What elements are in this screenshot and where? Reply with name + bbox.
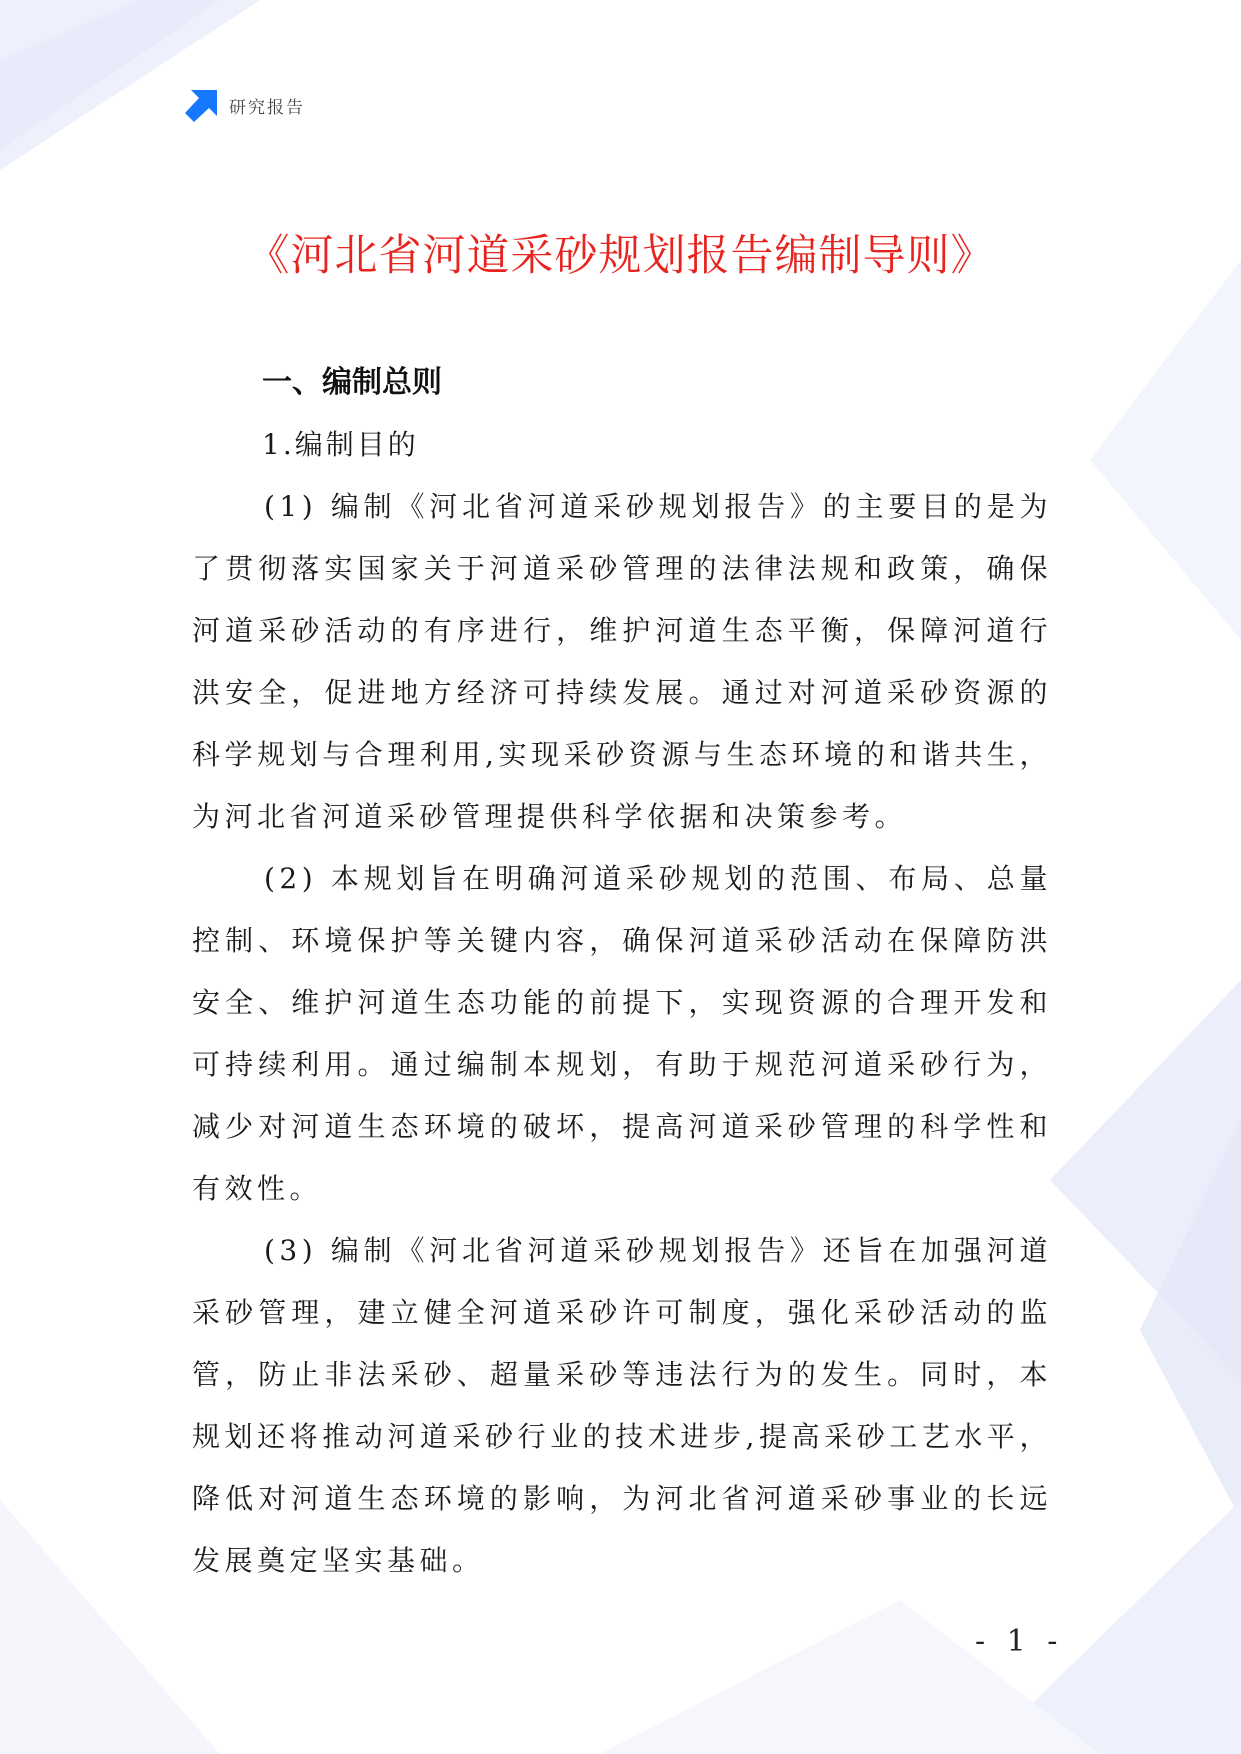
report-header [185, 88, 305, 122]
section-heading: 一、编制总则 [262, 365, 442, 400]
paragraph-1: (1) 编制《河北省河道采砂规划报告》的主要目的是为了贯彻落实国家关于河道采砂管理的法律法规和政策，确保河道采砂活动的有序进行，维护河道生态平衡，保障河道行洪安全，促进地方经济可持续发展。通过对河道采砂资源的科学规划与合理利用,实现采砂资源与生态环境的和谐共生，为河北省河道采砂管理提供科学依据和决策参考。 [192, 490, 1052, 833]
paragraph-3: (3) 编制《河北省河道采砂规划报告》还旨在加强河道采砂管理，建立健全河道采砂许可制度，强化采砂活动的监管，防止非法采砂、超量采砂等违法行为的发生。同时，本规划还将推动河道采砂行业的技术进步,提高采砂工艺水平，降低对河道生态环境的影响，为河北省河道采砂事业的长远发展奠定坚实基础。 [192, 1234, 1052, 1577]
report-brand-label: 研究报告 [229, 97, 305, 118]
document-title: 《河北省河道采砂规划报告编制导则》 [246, 231, 995, 281]
arrow-up-right-icon [185, 88, 219, 122]
page-number: - 1 - [975, 1624, 1064, 1659]
document-body [192, 352, 1052, 1592]
subsection-heading: 1.编制目的 [262, 428, 419, 461]
paragraph-2: (2) 本规划旨在明确河道采砂规划的范围、布局、总量控制、环境保护等关键内容，确保河道采砂活动在保障防洪安全、维护河道生态功能的前提下，实现资源的合理开发和可持续利用。通过编制本规划，有助于规范河道采砂行为，减少对河道生态环境的破坏，提高河道采砂管理的科学性和有效性。 [192, 862, 1052, 1205]
